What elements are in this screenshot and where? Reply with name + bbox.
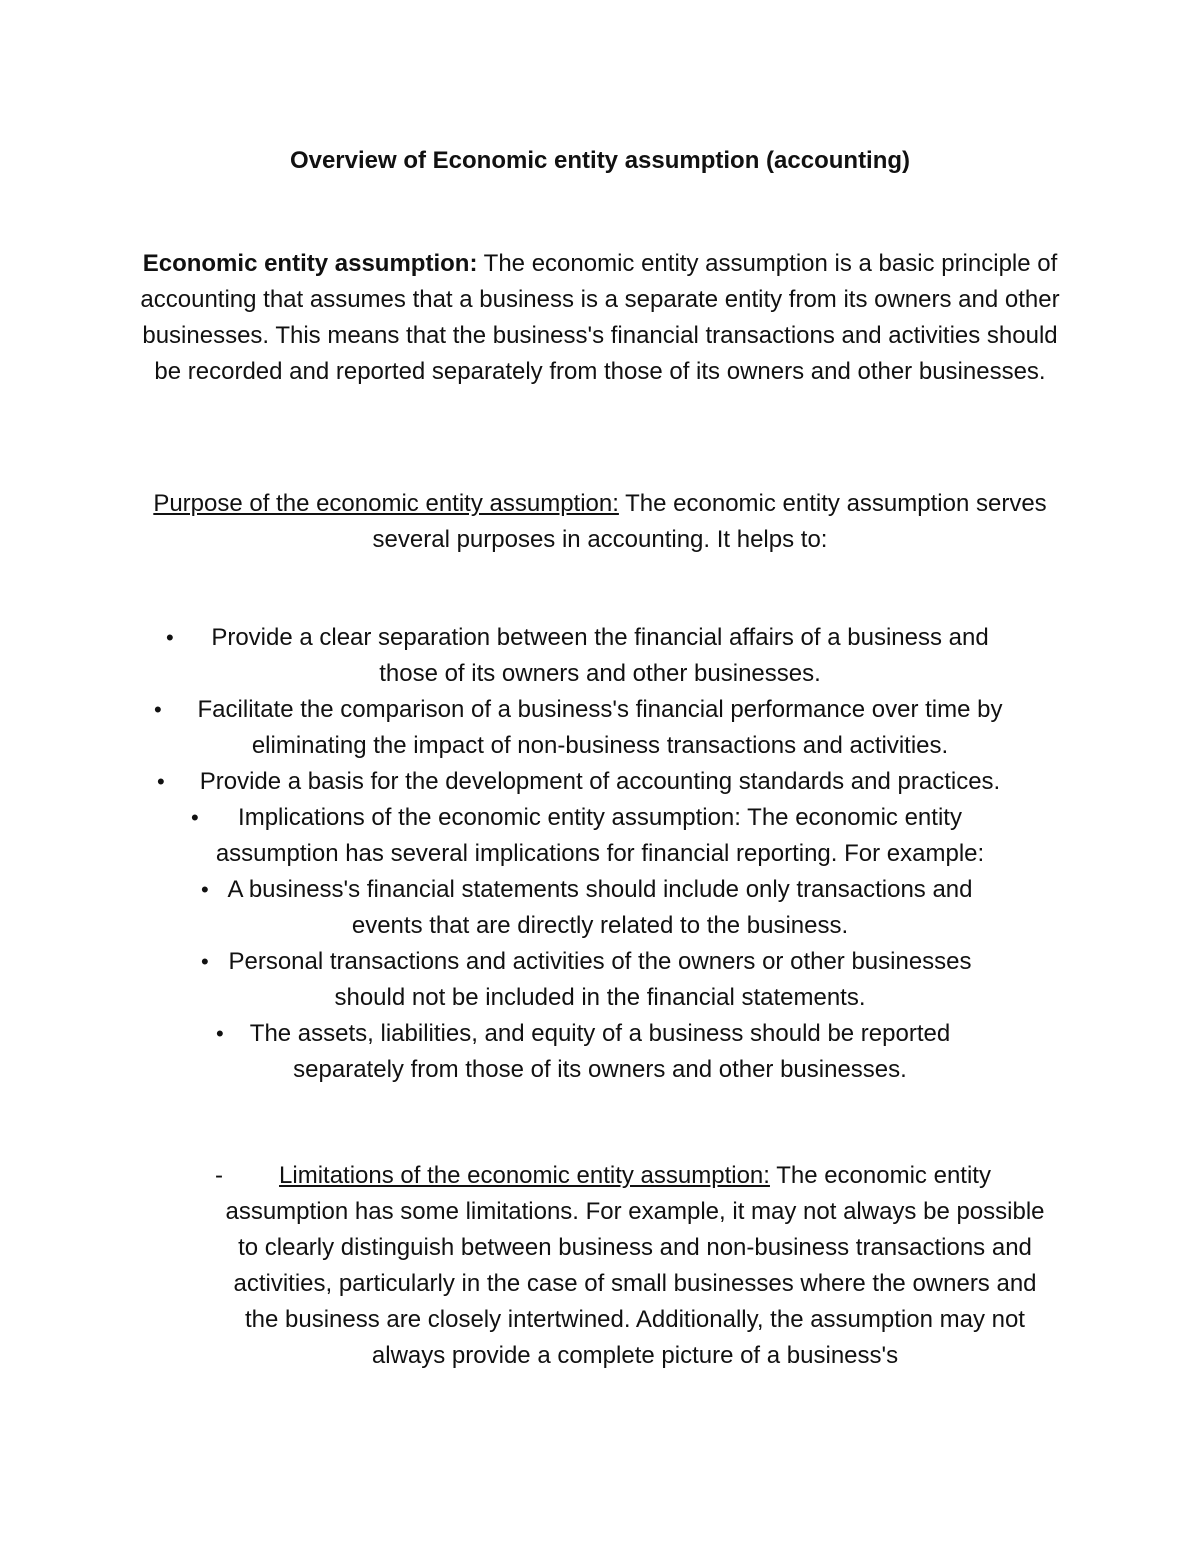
list-item	[216, 1016, 980, 1088]
list-item	[191, 800, 1005, 872]
limitations-paragraph	[215, 1158, 1055, 1374]
list-item-text: Facilitate the comparison of a business's financial performance over time by eliminating the impact of non-business transactions and activities.	[197, 696, 1003, 759]
list-item-text: The assets, liabilities, and equity of a business should be reported separately from those of its owners and other businesses.	[249, 1020, 951, 1083]
limitations-text: The economic entity assumption has some limitations. For example, it may not always be possible to clearly distinguish between business and non-business transactions and activities, particularly in the case of small businesses where the owners and the business are closely intertwined. Additionally, the assumption may not always provide a complete picture of a business's	[225, 1162, 1045, 1369]
list-item-text: A business's financial statements should include only transactions and events that are directly related to the business.	[227, 876, 973, 939]
list-item-text: Personal transactions and activities of the owners or other businesses should not be included in the financial statements.	[228, 948, 972, 1011]
dash-icon: -	[215, 1162, 223, 1189]
list-item	[201, 872, 995, 944]
bullet-icon: •	[201, 949, 209, 974]
purpose-paragraph	[150, 486, 1050, 558]
list-item-text: Implications of the economic entity assumption: The economic entity assumption has several implications for financial reporting. For example:	[215, 804, 985, 867]
bullet-list	[0, 620, 1200, 1088]
bullet-icon: •	[154, 697, 162, 722]
limitations-label: Limitations of the economic entity assumption:	[279, 1162, 770, 1189]
intro-paragraph	[130, 246, 1070, 390]
bullet-icon: •	[201, 877, 209, 902]
list-item	[157, 764, 1035, 800]
page-title: Overview of Economic entity assumption (accounting)	[289, 147, 911, 174]
intro-label: Economic entity assumption:	[142, 250, 478, 277]
list-item-text: Provide a basis for the development of accounting standards and practices.	[199, 768, 1001, 795]
list-item	[154, 692, 1030, 764]
bullet-icon: •	[216, 1021, 224, 1046]
bullet-icon: •	[191, 805, 199, 830]
bullet-icon: •	[157, 769, 165, 794]
list-item	[166, 620, 1010, 692]
purpose-text: The economic entity assumption serves several purposes in accounting. It helps to:	[372, 490, 1047, 553]
list-item-text: Provide a clear separation between the financial affairs of a business and those of its owners and other businesses.	[211, 624, 989, 687]
purpose-label: Purpose of the economic entity assumption:	[153, 490, 619, 517]
bullet-icon: •	[166, 625, 174, 650]
intro-text: The economic entity assumption is a basic principle of accounting that assumes that a business is a separate entity from its owners and other businesses. This means that the business's financial transactions and activities should be recorded and reported separately from those of its owners and other businesses.	[140, 250, 1060, 385]
list-item	[201, 944, 995, 1016]
